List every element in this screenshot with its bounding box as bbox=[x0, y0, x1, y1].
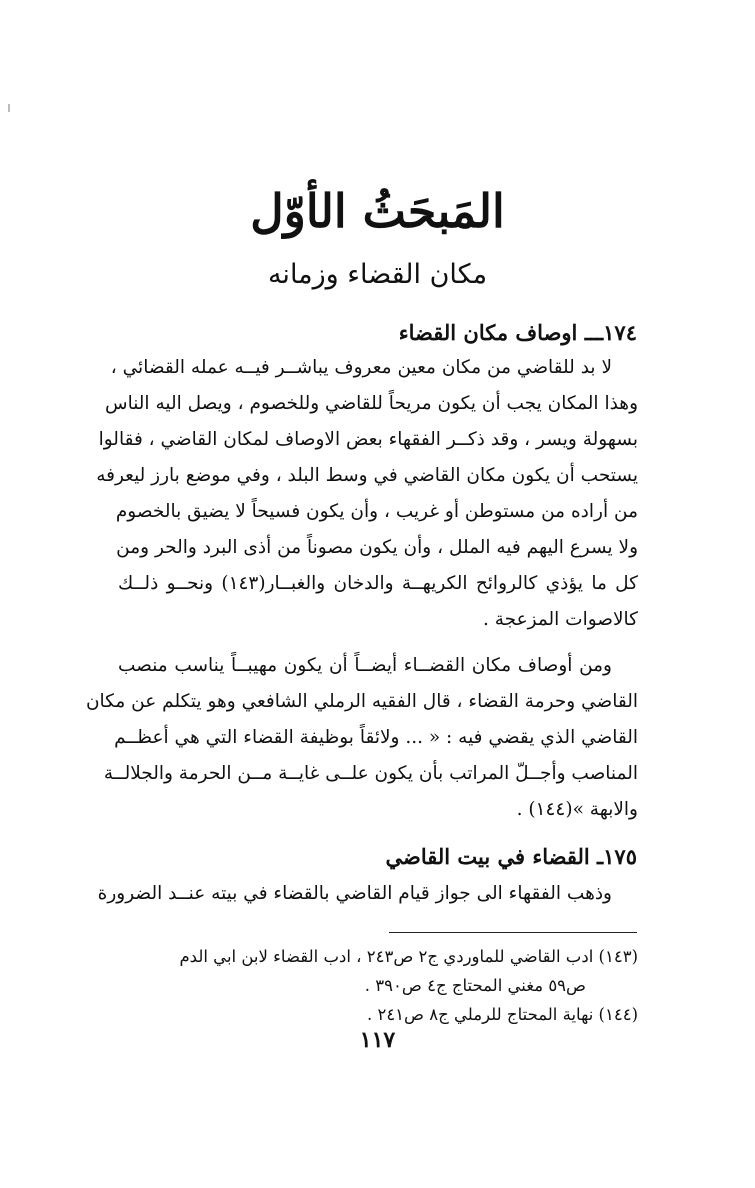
paragraph-line: المناصب وأجــلّ المراتب بأن يكون علــى غايــة مــن الحرمة والجلالــة bbox=[103, 763, 638, 784]
section-174-heading: ١٧٤ـــ اوصاف مكان القضاء bbox=[398, 320, 637, 345]
paragraph-line: ومن أوصاف مكان القضــاء أيضــاً أن يكون مهيبــاً يناسب منصب bbox=[118, 655, 612, 676]
paragraph-line: من أراده من مستوطن أو غريب ، وأن يكون فسيحاً لا يضيق بالخصوم bbox=[115, 501, 638, 522]
paragraph-line: وهذا المكان يجب أن يكون مريحاً للقاضي وللخصوم ، ويصل اليه الناس bbox=[104, 393, 638, 414]
paragraph-line: لا بد للقاضي من مكان معين معروف يباشــر فيــه عمله القضائي ، bbox=[110, 357, 612, 378]
footnote-144: (١٤٤) نهاية المحتاج للرملي ج٨ ص٢٤١ . bbox=[366, 1005, 638, 1024]
paragraph-line: بسهولة ويسر ، وقد ذكــر الفقهاء بعض الاوصاف لمكان القاضي ، فقالوا bbox=[98, 429, 638, 450]
margin-mark bbox=[8, 104, 10, 112]
paragraph-line: يستحب أن يكون مكان القاضي في وسط البلد ، وفي موضع بارز ليعرفه bbox=[96, 465, 638, 486]
paragraph-line: ولا يسرع اليهم فيه الملل ، وأن يكون مصوناً من أذى البرد والحر ومن bbox=[116, 537, 638, 558]
footnotes bbox=[118, 942, 638, 1029]
section-174-paragraph-2 bbox=[85, 648, 638, 828]
chapter-title: المَبحَثُ الأوّل bbox=[250, 184, 505, 238]
page-number: ١١٧ bbox=[359, 1027, 396, 1053]
section-175-paragraph-1 bbox=[97, 876, 638, 912]
footnote-divider bbox=[389, 932, 637, 933]
paragraph-line: والابهة »(١٤٤) . bbox=[516, 799, 638, 820]
paragraph-line: القاضي وحرمة القضاء ، قال الفقيه الرملي الشافعي وهو يتكلم عن مكان bbox=[85, 691, 638, 712]
footnote-143: (١٤٣) ادب القاضي للماوردي ج٢ ص٢٤٣ ، ادب القضاء لابن ابي الدم bbox=[179, 947, 638, 966]
footnote-143-continuation: ص٥٩ مغني المحتاج ج٤ ص٣٩٠ . bbox=[364, 976, 586, 995]
paragraph-line: كالاصوات المزعجة . bbox=[482, 609, 638, 630]
paragraph-line: كل ما يؤذي كالروائح الكريهــة والدخان والغبــار(١٤٣) ونحــو ذلــك bbox=[118, 573, 638, 594]
paragraph-line: القاضي الذي يقضي فيه : « ... ولائقاً بوظيفة القضاء التي هي أعظــم bbox=[114, 727, 638, 748]
section-174-paragraph-1 bbox=[96, 350, 638, 638]
section-175-heading: ١٧٥ـ القضاء في بيت القاضي bbox=[385, 844, 637, 869]
chapter-subtitle: مكان القضاء وزمانه bbox=[267, 259, 488, 290]
paragraph-line: وذهب الفقهاء الى جواز قيام القاضي بالقضاء في بيته عنــد الضرورة bbox=[97, 883, 612, 904]
